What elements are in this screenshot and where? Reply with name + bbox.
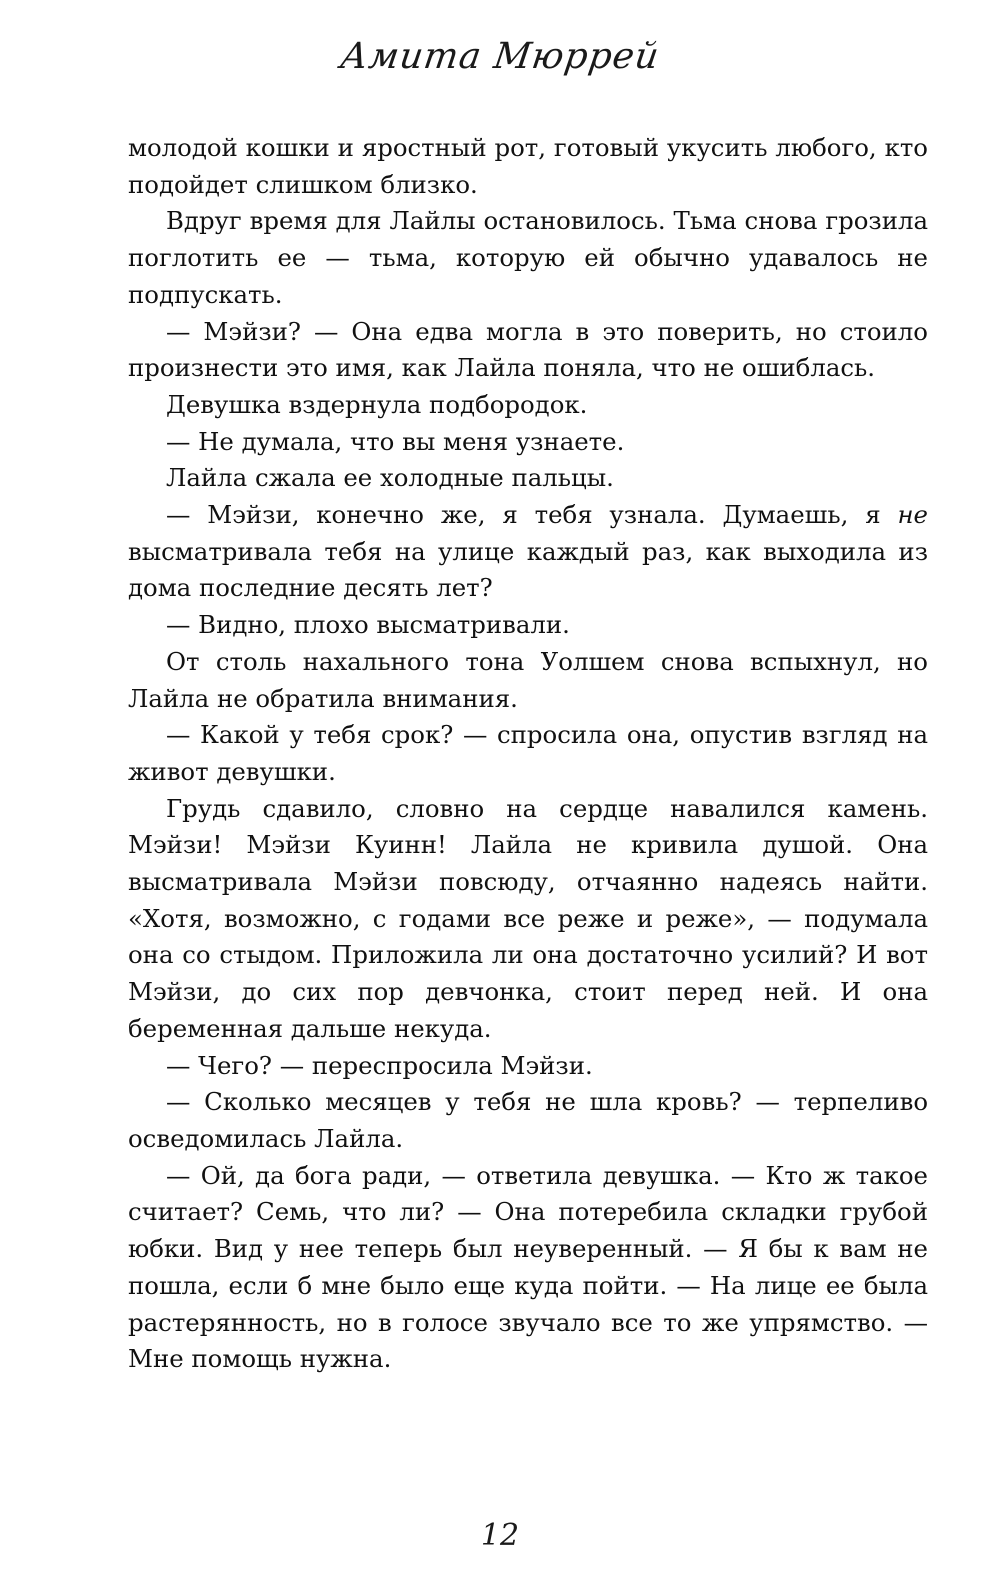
author-signature: Амита Мюррей xyxy=(337,36,663,77)
paragraph-text: — Ой, да бога ради, — ответила девушка. — Кто ж такое считает? Семь, что ли? — Она потеребила складки грубой юбки. Вид у нее теперь был неуверенный. — Я бы к вам не пошла, если б мне было еще куда пойти. — На лице ее была растерянность, но в голосе звучало все то же упрямство. — Мне помощь нужна. xyxy=(128,1160,928,1374)
paragraph xyxy=(128,1084,928,1157)
paragraph xyxy=(128,607,928,644)
paragraph xyxy=(128,424,928,461)
paragraph-text: Девушка вздернула подбородок. xyxy=(166,389,588,419)
paragraph xyxy=(128,387,928,424)
paragraph-text: высматривала тебя на улице каждый раз, как выходила из дома последние десять лет? xyxy=(128,536,928,603)
paragraph-text: — Сколько месяцев у тебя не шла кровь? — терпеливо осведомилась Лайла. xyxy=(128,1087,928,1153)
emphasis-text: не xyxy=(897,500,928,530)
paragraph-text: — Какой у тебя срок? — спросила она, опустив взгляд на живот девушки. xyxy=(128,720,928,786)
paragraph xyxy=(128,1158,928,1378)
paragraph-text: Лайла сжала ее холодные пальцы. xyxy=(166,463,614,493)
page-number: 12 xyxy=(480,1518,520,1553)
paragraph-text: — Мэйзи, конечно же, я тебя узнала. Думаешь, я xyxy=(166,500,898,530)
paragraph-text: — Чего? — переспросила Мэйзи. xyxy=(166,1050,593,1080)
paragraph xyxy=(128,1048,928,1085)
paragraph xyxy=(128,644,928,717)
paragraph-text: — Видно, плохо высматривали. xyxy=(166,610,570,640)
paragraph-text: молодой кошки и яростный рот, готовый укусить любого, кто подойдет слишком близко. xyxy=(128,133,928,199)
paragraph xyxy=(128,314,928,387)
paragraph-text: От столь нахального тона Уолшем снова вспыхнул, но Лайла не обратила внимания. xyxy=(128,646,928,713)
paragraph xyxy=(128,497,928,607)
paragraph-text: Вдруг время для Лайлы остановилось. Тьма снова грозила поглотить ее — тьма, которую ей обычно удавалось не подпускать. xyxy=(128,206,928,309)
paragraph-text: — Не думала, что вы меня узнаете. xyxy=(166,426,625,456)
paragraph-text: — Мэйзи? — Она едва могла в это поверить, но стоило произнести это имя, как Лайла поняла, что не ошиблась. xyxy=(128,316,928,383)
body-text xyxy=(128,130,928,1378)
paragraph xyxy=(128,791,928,1048)
paragraph xyxy=(128,717,928,790)
paragraph xyxy=(128,460,928,497)
paragraph xyxy=(128,130,928,203)
paragraph-text: Грудь сдавило, словно на сердце навалился камень. Мэйзи! Мэйзи Куинн! Лайла не кривила душой. Она высматривала Мэйзи повсюду, отчаянно надеясь найти. «Хотя, возможно, с годами все реже и реже», — подумала она со стыдом. Приложила ли она достаточно усилий? И вот Мэйзи, до сих пор девчонка, стоит перед ней. И она беременная дальше некуда. xyxy=(128,793,928,1043)
paragraph xyxy=(128,203,928,313)
